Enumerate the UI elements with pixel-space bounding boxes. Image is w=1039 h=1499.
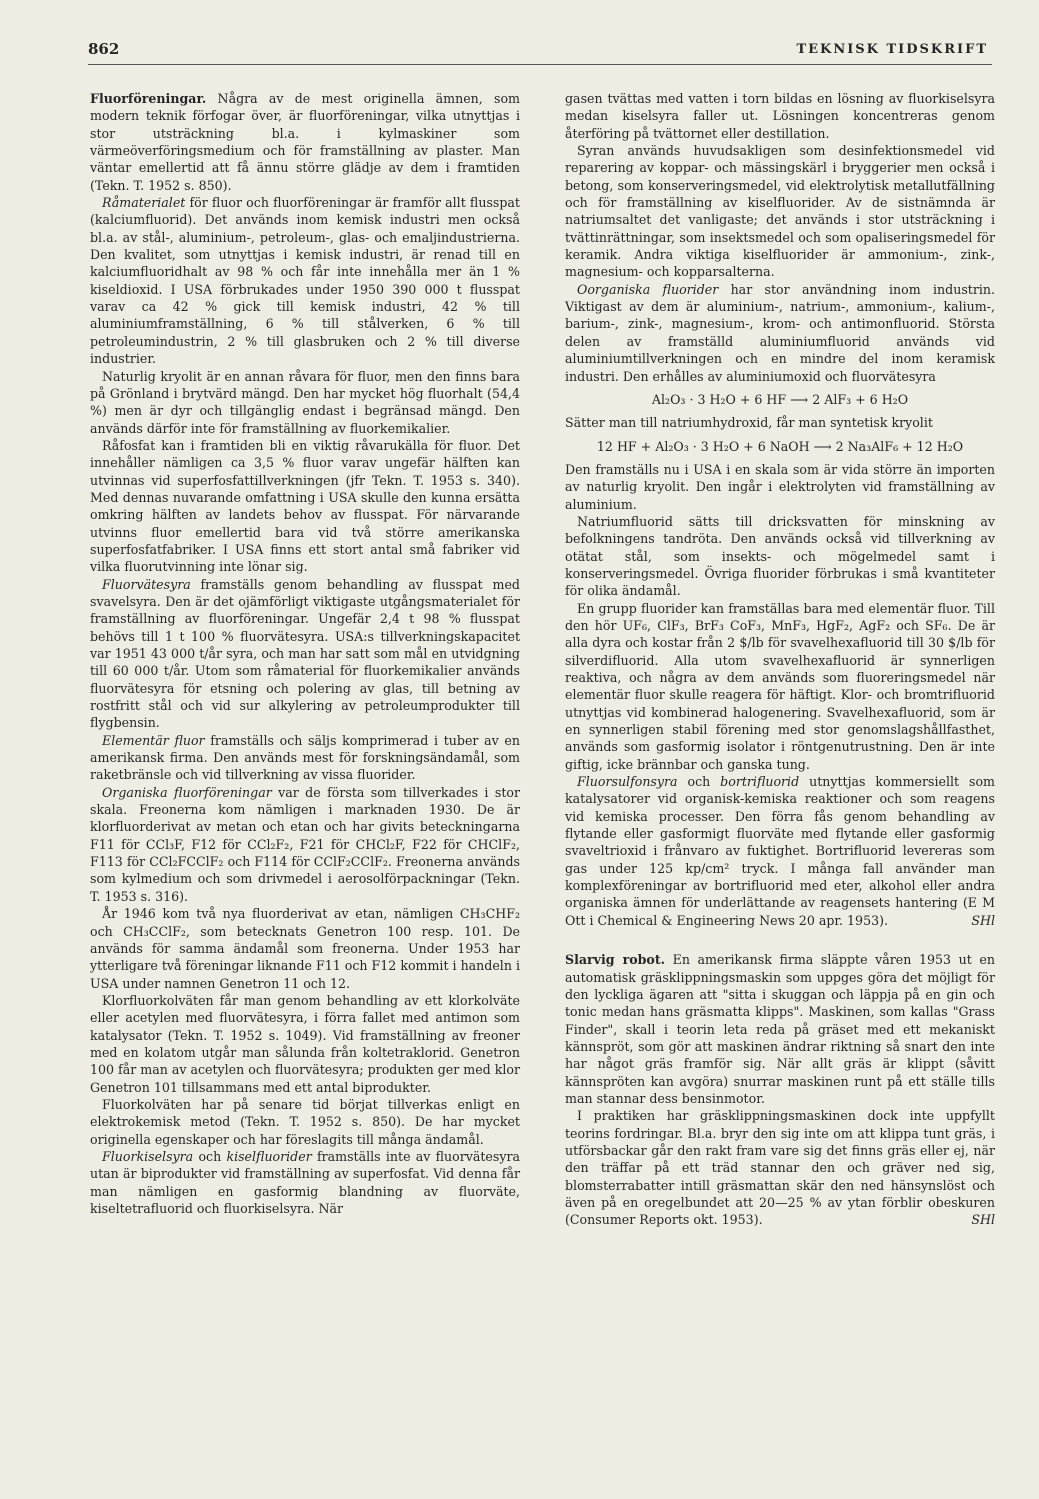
right-column: [565, 90, 995, 1229]
paragraph: Organiska fluorföreningar var de första som tillverkades i stor skala. Freonerna kom nämligen i marknaden 1930. De är klorfluorderivat av metan och etan och har givits beteckningarna F11 för CCl₃F, F12 för CCl₂F₂, F21 för CHCl₂F, F22 för CHClF₂, F113 för CCl₂FCClF₂ och F114 för CClF₂CClF₂. Freonerna används som kylmedium och som drivmedel i aerosolförpackningar (Tekn. T. 1953 s. 316).: [90, 784, 520, 904]
author-signature: SHl: [971, 912, 995, 928]
term: kiselfluorider: [226, 1148, 312, 1164]
paragraph: Fluorkolväten har på senare tid börjat tillverkas enligt en elektrokemisk metod (Tekn. T. 1952 s. 850). De har mycket originella egenskaper och har föreslagits till många ändamål.: [90, 1096, 520, 1147]
paragraph: Fluorsulfonsyra och bortrifluorid utnyttjas kommersiellt som katalysatorer vid organisk-kemiska reaktioner och som reagens vid kemiska processer. Den förra fås genom behandling av flytande eller gasformigt fluorväte med flytande eller gasformig svaveltrioxid i frånvaro av fuktighet. Bortrifluorid levereras som gas under 125 kp/cm² tryck. I många fall använder man komplexföreningar av bortrifluorid med eter, alkohol eller andra organiska ämnen för underlättande av reagensets hantering (E M Ott i Chemical & Engineering News 20 apr. 1953). SHl: [565, 774, 995, 928]
formula: 12 HF + Al₂O₃ · 3 H₂O + 6 NaOH ⟶ 2 Na₃AlF₆ + 12 H₂O: [596, 438, 964, 454]
term: bortrifluorid: [720, 774, 800, 790]
paragraph: Råmaterialet för fluor och fluorföreningar är framför allt flusspat (kalciumfluorid). Det används inom kemisk industri men också bl.a. av stål-, aluminium-, petroleum-, glas- och emaljindustrierna. Den kvalitet, som utnyttjas i kemisk industri, är renad till en kalciumfluoridhalt av 98 % och får inte innehålla mer än 1 % kiseldioxid. I USA förbrukades under 1950 390 000 t flusspat varav ca 42 % gick till kemisk industri, 42 % till aluminiumframställning, 6 % till stålverken, 6 % till petroleumindustrin, 2 % till glasbruken och 2 % till diverse industrier.: [90, 195, 520, 367]
paragraph: Fluorvätesyra framställs genom behandling av flusspat med svavelsyra. Den är det ojämförligt viktigaste utgångsmaterialet för framställning av fluorföreningar. Ungefär 2,4 t 98 % flusspat behövs till 1 t 100 % fluorvätesyra. USA:s tillverkningskapacitet var 1951 43 000 t/år syra, och man har satt som mål en utvidgning till 60 000 t/år. Utom som råmaterial för fluorkemikalier används fluorvätesyra för etsning och polering av glas, till betning av rostfritt stål och vid sur alkylering av petroleumprodukter till flygbensin.: [90, 576, 520, 731]
paragraph: Slarvig robot. En amerikansk firma släppte våren 1953 ut en automatisk gräsklippningsmaskin som uppges göra det möjligt för den lyckliga ägaren att "sitta i skuggan och läppja på en gin och tonic medan hans gräsmatta klipps". Maskinen, som kallas "Grass Finder", skall i teorin leta reda på gräset med ett mekaniskt kännspröt, som gör att maskinen ändrar riktning så snart den inte har något gräs framför sig. När allt gräs är klippt (såvitt kännspröten kan avgöra) snurrar maskinen runt på ett ställe tills man stannar dess bensinmotor.: [565, 952, 995, 1106]
paragraph: Den framställs nu i USA i en skala som är vida större än importen av naturlig kryolit. Den ingår i elektrolyten vid framställning av aluminium.: [565, 461, 995, 512]
term: Elementär fluor: [102, 732, 205, 748]
paragraph: År 1946 kom två nya fluorderivat av etan, nämligen CH₃CHF₂ och CH₃CClF₂, som betecknats Genetron 100 resp. 101. De används för samma ändamål som freonerna. Under 1953 har ytterligare två föreningar liknande F11 och F12 kommit i handeln i USA under namnen Genetron 11 och 12.: [90, 906, 520, 991]
term: Fluorsulfonsyra: [577, 774, 678, 790]
section-heading: Fluorföreningar.: [90, 91, 207, 106]
left-column: [90, 90, 520, 1217]
page-header: [88, 40, 988, 64]
page-number: 862: [88, 40, 120, 58]
spacer: [565, 929, 995, 951]
paragraph: gasen tvättas med vatten i torn bildas en lösning av fluorkiselsyra medan kiselsyra faller ut. Lösningen koncentreras genom återföring på tvättornet eller destillation.: [565, 91, 995, 141]
term: Råmaterialet: [102, 195, 186, 211]
paragraph: I praktiken har gräsklippningsmaskinen dock inte uppfyllt teorins fordringar. Bl.a. bryr den sig inte om att klippa tunt gräs, i utförsbackar går den rakt fram vare sig det finns gräs eller ej, när den träffar på ett träd stannar den och gräver ned sig, blomsterrabatter intill gräsmattan skär den ned hänsynslöst och även på en oregelbundet att 20—25 % av ytan förblir obeskuren (Consumer Reports okt. 1953). SHl: [565, 1108, 995, 1228]
formula: Al₂O₃ · 3 H₂O + 6 HF ⟶ 2 AlF₃ + 6 H₂O: [651, 391, 909, 407]
paragraph: Fluorföreningar. Några av de mest originella ämnen, som modern teknik förfogar över, är fluorföreningar, vilka utnyttjas i stor utsträckning bl.a. i kylmaskiner som värmeöverföringsmedium och för framställning av plaster. Man väntar emellertid att få ännu större glädje av dem i framtiden (Tekn. T. 1952 s. 850).: [90, 91, 521, 193]
paragraph: Naturlig kryolit är en annan råvara för fluor, men den finns bara på Grönland i brytvärd mängd. Den har mycket hög fluorhalt (54,4 %) men är dyr och tillgänglig endast i begränsad mängd. Den används därför inte för framställning av fluorkemikalier.: [90, 368, 520, 436]
paragraph: Oorganiska fluorider har stor användning inom industrin. Viktigast av dem är aluminium-, natrium-, ammonium-, kalium-, barium-, zink-, magnesium-, krom- och antimonfluorid. Största delen av framställd aluminiumfluorid används vid aluminiumtillverkningen och en mindre del inom keramisk industri. Den erhålles av aluminiumoxid och fluorvätesyra: [565, 281, 996, 384]
paragraph: Klorfluorkolväten får man genom behandling av ett klorkolväte eller acetylen med fluorvätesyra, i förra fallet med antimon som katalysator (Tekn. T. 1952 s. 1049). Vid framställning av freoner med en kolatom utgår man sålunda från koltetraklorid. Genetron 100 får man av acetylen och fluorvätesyra; produkten ger med klor Genetron 101 tillsammans med ett antal biprodukter.: [90, 992, 520, 1095]
paragraph: Fluorkiselsyra och kiselfluorider framställs inte av fluorvätesyra utan är biprodukter vid framställning av superfosfat. Vid denna får man nämligen en gasformig blandning av fluorväte, kiseltetrafluorid och fluorkiselsyra. När: [90, 1148, 520, 1216]
header-rule: [88, 64, 992, 65]
paragraph: Syran används huvudsakligen som desinfektionsmedel vid reparering av koppar- och mässingskärl i bryggerier men också i betong, som konserveringsmedel, vid elektrolytisk metallutfällning och för framställning av kiselfluorider. Av de sistnämnda är natriumsaltet det vanligaste; det används i stor utsträckning i tvättinrättningar, som insektsmedel och som opaliseringsmedel för keramik. Andra viktiga kiselfluorider är ammonium-, zink-, magnesium- och kopparsalterna.: [565, 143, 995, 280]
paragraph: Sätter man till natriumhydroxid, får man syntetisk kryolit: [565, 415, 933, 431]
paragraph: Elementär fluor framställs och säljs komprimerad i tuber av en amerikansk firma. Den används mest för forskningsändamål, som raketbränsle och vid tillverkning av vissa fluorider.: [90, 732, 521, 783]
author-signature: SHl: [971, 1212, 995, 1228]
journal-title: TEKNISK TIDSKRIFT: [796, 42, 988, 57]
term: Fluorvätesyra: [102, 576, 191, 592]
paragraph: Natriumfluorid sätts till dricksvatten för minskning av befolkningens tandröta. Den används också vid tillverkning av otätat stål, som insekts- och mögelmedel samt i konserveringsmedel. Övriga fluorider förbrukas i små kvantiteter för olika ändamål.: [565, 513, 995, 599]
section-heading: Slarvig robot.: [565, 952, 666, 968]
term: Oorganiska fluorider: [577, 281, 719, 297]
paragraph: Råfosfat kan i framtiden bli en viktig råvarukälla för fluor. Det innehåller nämligen ca 3,5 % fluor varav ungefär hälften kan utvinnas vid superfosfattillverkningen (jfr Tekn. T. 1953 s. 340). Med dennas nuvarande omfattning i USA skulle den kunna ersätta omkring hälften av landets behov av flusspat. För närvarande utvinns fluor emellertid bara vid två större amerikanska superfosfatfabriker. I USA finns ett stort antal små fabriker vid vilka fluorutvinning inte lönar sig.: [90, 437, 520, 575]
term: Fluorkiselsyra: [102, 1148, 194, 1164]
term: Organiska fluorföreningar: [102, 784, 272, 800]
paragraph: En grupp fluorider kan framställas bara med elementär fluor. Till den hör UF₆, ClF₃, BrF₃ CoF₃, MnF₃, HgF₂, AgF₂ och SF₆. De är alla dyra och kostar från 2 $/lb för svavelhexafluorid till 30 $/lb för silverdifluorid. Alla utom svavelhexafluorid är synnerligen reaktiva, och några av dem används som fluoreringsmedel när elementär fluor skulle reagera för häftigt. Klor- och bromtrifluorid utnyttjas vid kombinerad halogenering. Svavelhexafluorid, som är en synnerligen stabil förening med stor genomslagshållfasthet, används som gasformig isolator i röntgenutrustning. Den är inte giftig, icke brännbar och ganska tung.: [565, 600, 995, 772]
